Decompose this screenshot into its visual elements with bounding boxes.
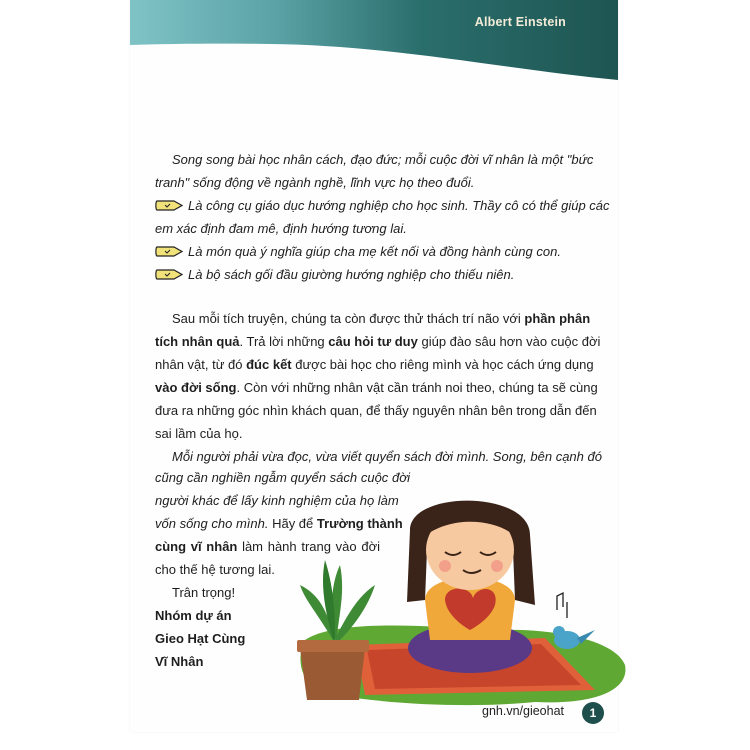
text-segment: . Còn với những nhân vật cần tránh noi theo, chúng ta sẽ cùng <box>236 380 598 395</box>
text-segment: Hãy để <box>268 516 317 531</box>
text-segment: nhân vật, từ đó <box>155 357 247 372</box>
text-line <box>155 307 591 330</box>
text-line <box>155 148 594 171</box>
text-segment: tích nhân quả <box>155 334 240 349</box>
text-segment: được bài học cho riêng mình và học cách ứng dụng <box>291 357 594 372</box>
text-segment: Trường thành <box>316 516 403 531</box>
pencil-bullet-icon <box>155 242 184 255</box>
text-segment: đúc kết <box>246 357 292 372</box>
text-segment: Nhóm dự án <box>155 608 232 623</box>
pencil-bullet-icon <box>155 265 184 278</box>
text-segment: người khác để lấy kinh nghiệm của họ làm <box>155 493 399 508</box>
closing-paragraph <box>155 466 410 673</box>
text-line <box>155 330 601 353</box>
text-segment: sai lầm của họ. <box>155 426 243 441</box>
text-line <box>155 422 565 445</box>
text-line <box>155 399 597 422</box>
text-segment: Mỗi người phải vừa đọc, vừa viết quyển sách đời mình. Song, bên cạnh đó <box>172 449 602 464</box>
girl <box>407 501 535 673</box>
text-segment: phần phân <box>524 311 591 326</box>
text-segment: cùng vĩ nhân <box>155 539 238 554</box>
text-line <box>155 194 610 217</box>
text-segment: Sau mỗi tích truyện, chúng ta còn được thử thách trí não với <box>172 311 525 326</box>
text-segment: Trân trọng! <box>172 585 236 600</box>
text-segment: cũng cần nghiền ngẫm quyển sách cuộc đời <box>155 470 410 485</box>
text-segment: Gieo Hạt Cùng <box>155 631 246 646</box>
text-line <box>155 650 380 673</box>
text-line <box>155 353 594 376</box>
text-line <box>155 466 410 489</box>
text-line <box>155 627 380 650</box>
text-segment: Vĩ Nhân <box>155 654 204 669</box>
text-segment: Song song bài học nhân cách, đạo đức; mỗi cuộc đời vĩ nhân là một "bức <box>172 152 594 167</box>
text-line <box>155 376 598 399</box>
text-segment: vốn sống cho mình. <box>155 516 269 531</box>
text-line <box>155 217 565 240</box>
text-line <box>155 171 565 194</box>
text-segment: . Trả lời những <box>239 334 329 349</box>
text-segment: cho thế hệ tương lai. <box>155 562 275 577</box>
text-segment: làm hành trang vào đời <box>237 539 380 554</box>
text-segment: câu hỏi tư duy <box>328 334 418 349</box>
text-line <box>155 489 399 512</box>
text-line <box>155 512 403 535</box>
text-line <box>155 445 602 468</box>
text-segment: Là bộ sách gối đầu giường hướng nghiệp cho thiếu niên. <box>188 267 515 282</box>
body-paragraph <box>155 307 602 468</box>
text-segment: em xác định đam mê, định hướng tương lai. <box>155 221 407 236</box>
text-segment: Là món quà ý nghĩa giúp cha mẹ kết nối và đồng hành cùng con. <box>188 244 561 259</box>
text-line <box>155 558 380 581</box>
pencil-bullet-icon <box>155 196 184 209</box>
intro-features <box>155 148 610 286</box>
text-segment: Là công cụ giáo dục hướng nghiệp cho học sinh. Thầy cô có thể giúp các <box>188 198 610 213</box>
text-segment: đưa ra những góc nhìn khách quan, để thấy nguyên nhân bên trong dẫn đến <box>155 403 597 418</box>
footer-url: gnh.vn/gieohat <box>482 704 565 718</box>
text-line <box>155 581 397 604</box>
text-segment: giúp đào sâu hơn vào cuộc đời <box>417 334 601 349</box>
text-line <box>155 263 565 286</box>
book-page <box>130 0 618 732</box>
text-line <box>155 604 380 627</box>
text-line <box>155 240 565 263</box>
header-title: Albert Einstein <box>474 15 566 29</box>
text-segment: tranh" sống động về ngành nghề, lĩnh vực họ theo đuổi. <box>155 175 475 190</box>
header-band <box>130 0 618 90</box>
text-line <box>155 535 380 558</box>
page-number: 1 <box>582 702 604 724</box>
text-segment: vào đời sống <box>155 380 237 395</box>
